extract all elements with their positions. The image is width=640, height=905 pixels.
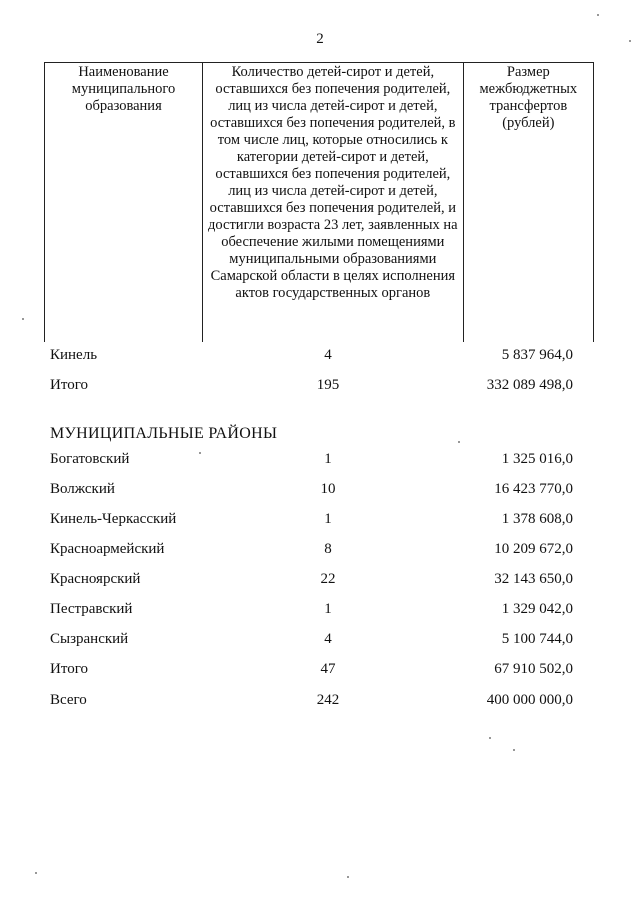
table-row xyxy=(0,511,640,531)
row-amount: 1 378 608,0 xyxy=(501,511,573,527)
row-amount: 5 100 744,0 xyxy=(501,631,573,647)
table-row xyxy=(0,631,640,651)
table-row xyxy=(0,571,640,591)
table-header xyxy=(44,62,594,342)
row-count: 1 xyxy=(324,601,332,617)
row-name: Итого xyxy=(50,661,88,677)
subtotal-row xyxy=(0,377,640,397)
row-amount: 67 910 502,0 xyxy=(494,661,573,677)
scan-speck xyxy=(597,14,599,16)
row-amount: 400 000 000,0 xyxy=(486,692,573,708)
scan-speck xyxy=(513,749,515,751)
row-name: Кинель xyxy=(50,347,98,363)
row-amount: 5 837 964,0 xyxy=(501,347,573,363)
row-name: Кинель-Черкасский xyxy=(50,511,177,527)
scan-speck xyxy=(458,441,460,443)
header-transfer-amount: Размер межбюджетных трансфертов (рублей) xyxy=(463,63,593,343)
section-title-districts: МУНИЦИПАЛЬНЫЕ РАЙОНЫ xyxy=(50,425,278,442)
table-row xyxy=(0,541,640,561)
row-name: Всего xyxy=(50,692,87,708)
row-amount: 1 329 042,0 xyxy=(501,601,573,617)
header-children-count: Количество детей-сирот и детей, оставшихся без попечения родителей, лиц из числа детей-сирот и детей, оставшихся без попечения родителей, в том числе лиц, которые относились к категории детей-сирот и детей, оставшихся без попечения родителей, лиц из числа детей-сирот и детей, оставшихся без попечения родителей, и достигли возраста 23 лет, заявленных на обеспечение жилыми помещениями муниципальными образованиями Самарской области в целях исполнения актов государственных органов xyxy=(203,63,464,343)
row-name: Пестравский xyxy=(50,601,133,617)
table-row xyxy=(0,347,640,367)
scan-speck xyxy=(35,872,37,874)
row-count: 22 xyxy=(320,571,336,587)
page-number: 2 xyxy=(316,31,324,47)
row-name: Красноярский xyxy=(50,571,141,587)
row-count: 47 xyxy=(320,661,336,677)
row-name: Сызранский xyxy=(50,631,129,647)
row-name: Богатовский xyxy=(50,451,130,467)
header-municipality: Наименование муниципального образования xyxy=(45,63,203,343)
row-amount: 10 209 672,0 xyxy=(494,541,573,557)
row-count: 10 xyxy=(320,481,336,497)
grand-total-row xyxy=(0,692,640,712)
row-count: 8 xyxy=(324,541,332,557)
row-count: 1 xyxy=(324,451,332,467)
row-count: 195 xyxy=(316,377,340,393)
row-name: Волжский xyxy=(50,481,115,497)
row-name: Итого xyxy=(50,377,88,393)
row-amount: 32 143 650,0 xyxy=(494,571,573,587)
row-count: 4 xyxy=(324,347,332,363)
scan-speck xyxy=(22,318,24,320)
row-amount: 332 089 498,0 xyxy=(486,377,573,393)
row-count: 4 xyxy=(324,631,332,647)
table-row xyxy=(0,451,640,471)
table-row xyxy=(0,601,640,621)
row-amount: 1 325 016,0 xyxy=(501,451,573,467)
row-count: 242 xyxy=(316,692,340,708)
subtotal-row xyxy=(0,661,640,681)
scan-speck xyxy=(347,876,349,878)
row-name: Красноармейский xyxy=(50,541,165,557)
row-amount: 16 423 770,0 xyxy=(494,481,573,497)
row-count: 1 xyxy=(324,511,332,527)
scan-speck xyxy=(489,737,491,739)
scan-speck xyxy=(199,452,201,454)
table-row xyxy=(0,481,640,501)
scan-speck xyxy=(629,40,631,42)
